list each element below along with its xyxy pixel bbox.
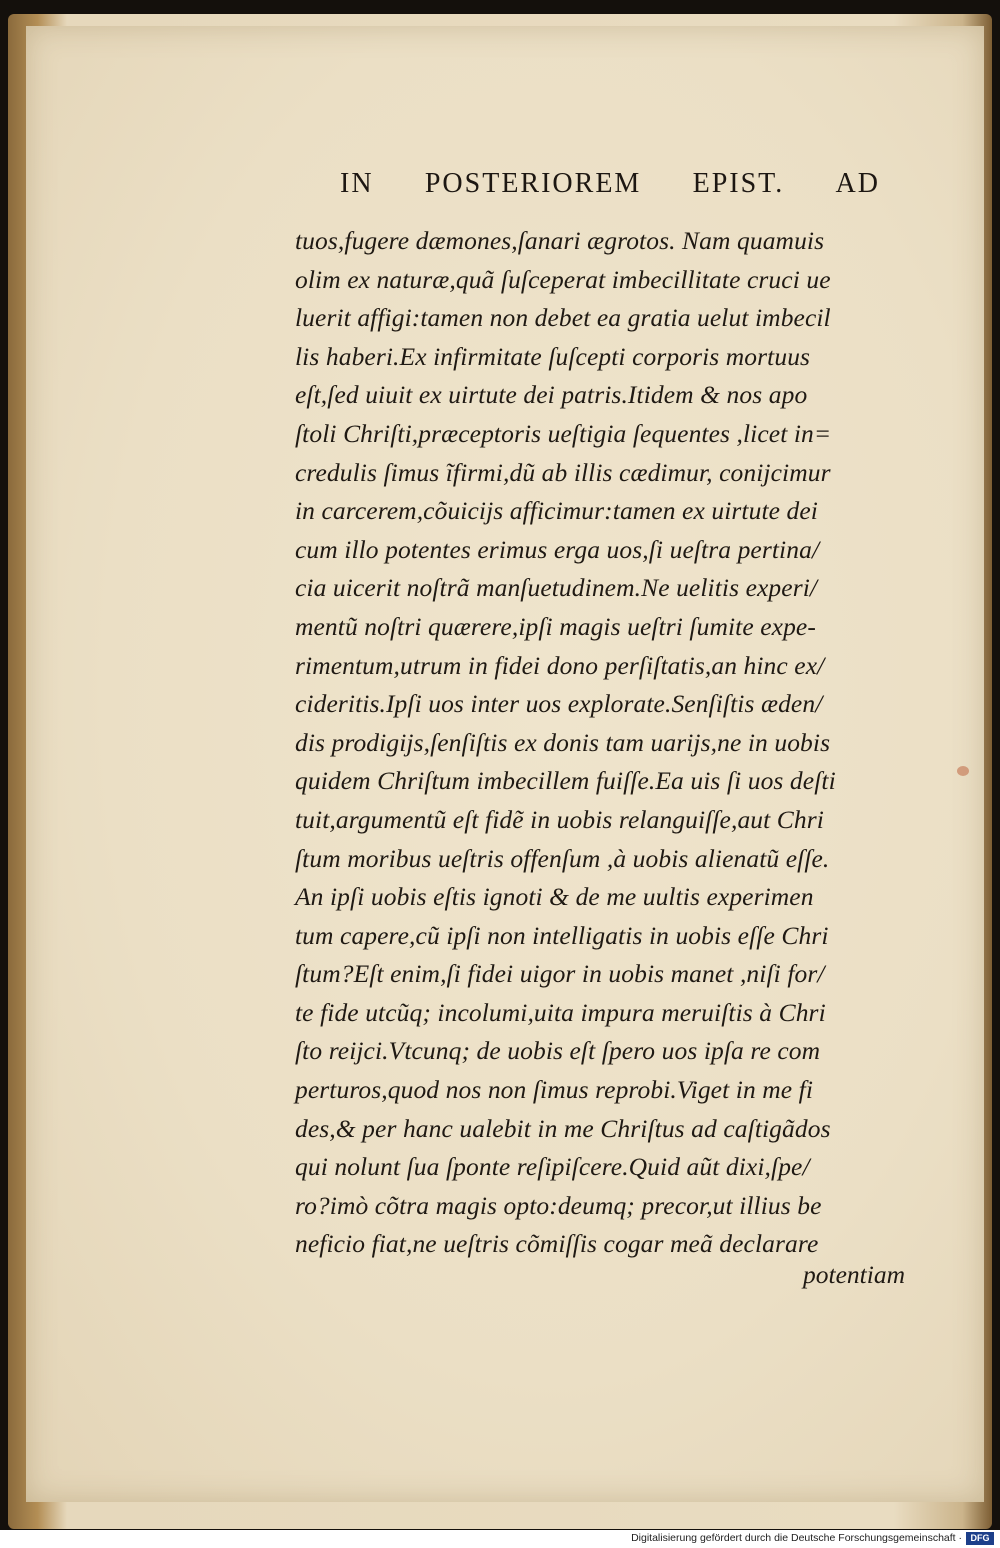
text-line: mentũ noſtri quærere,ipſi magis ueſtri ſumite expe- — [295, 611, 816, 641]
page-stain — [957, 766, 969, 776]
text-line: olim ex naturæ,quã ſuſceperat imbecillitate cruci ue — [295, 264, 831, 294]
text-line: cum illo potentes erimus erga uos,ſi ueſtra pertina/ — [295, 534, 820, 564]
text-line: tuit,argumentũ eſt fidẽ in uobis relanguiſſe,aut Chri — [295, 804, 824, 834]
text-line: perturos,quod nos non ſimus reprobi.Viget in me fi — [295, 1075, 814, 1105]
text-line: lis haberi.Ex infirmitate ſuſcepti corporis mortuus — [295, 341, 811, 371]
dfg-logo: DFG — [966, 1532, 994, 1545]
running-head-word: EPIST. — [692, 168, 785, 199]
funding-credit: Digitalisierung gefördert durch die Deutsche Forschungsgemeinschaft · — [631, 1532, 962, 1544]
text-line: dis prodigijs,ſenſiſtis ex donis tam uarijs,ne in uobis — [295, 727, 831, 757]
text-line: cideritis.Ipſi uos inter uos explorate.Senſiſtis æden/ — [295, 689, 823, 719]
text-line: ſtum moribus ueſtris offenſum ,à uobis alienatũ eſſe. — [295, 843, 830, 873]
text-line: tum capere,cũ ipſi non intelligatis in uobis eſſe Chri — [295, 920, 829, 950]
text-line: eſt,ſed uiuit ex uirtute dei patris.Itidem & nos apo — [295, 380, 808, 410]
text-line: An ipſi uobis eſtis ignoti & de me uultis experimen — [295, 882, 814, 912]
text-line: ſtoli Chriſti,præceptoris ueſtigia ſequentes ,licet in= — [295, 418, 832, 448]
text-line: credulis ſimus ĩfirmi,dũ ab illis cædimur, conijcimur — [295, 457, 831, 487]
text-line: ſto reijci.Vtcunq; de uobis eſt ſpero uos ipſa re com — [295, 1036, 821, 1066]
text-line: tuos,fugere dæmones,ſanari ægrotos. Nam quamuis — [295, 226, 825, 255]
text-line: ſtum?Eſt enim,ſi fidei uigor in uobis manet ,niſi for/ — [295, 959, 825, 989]
catchword: potentiam — [803, 1260, 905, 1289]
text-line: rimentum,utrum in fidei dono perſiſtatis,an hinc ex/ — [295, 650, 825, 680]
text-line: ro?imò cõtra magis opto:deumq; precor,ut illius be — [295, 1190, 822, 1220]
text-line: des,& per hanc ualebit in me Chriſtus ad caſtigãdos — [295, 1113, 831, 1143]
text-line: luerit affigi:tamen non debet ea gratia uelut imbecil — [295, 303, 831, 333]
text-line: te fide utcũq; incolumi,uita impura meruiſtis à Chri — [295, 997, 826, 1027]
text-line: cia uicerit noſtrã manſuetudinem.Ne uelitis experi/ — [295, 573, 818, 603]
text-line: qui nolunt ſua ſponte reſipiſcere.Quid aũt dixi,ſpe/ — [295, 1152, 810, 1182]
running-head — [340, 168, 880, 200]
text-line: in carcerem,cõuicijs afficimur:tamen ex uirtute dei — [295, 496, 818, 526]
running-head-word: AD — [835, 168, 880, 199]
running-head-word: IN — [340, 168, 374, 199]
text-line: neficio fiat,ne ueſtris cõmiſſis cogar meã declarare — [295, 1229, 819, 1259]
running-head-word: POSTERIOREM — [424, 168, 642, 199]
body-text — [295, 222, 907, 1264]
text-line: quidem Chriſtum imbecillem fuiſſe.Ea uis ſi uos deſti — [295, 766, 836, 796]
